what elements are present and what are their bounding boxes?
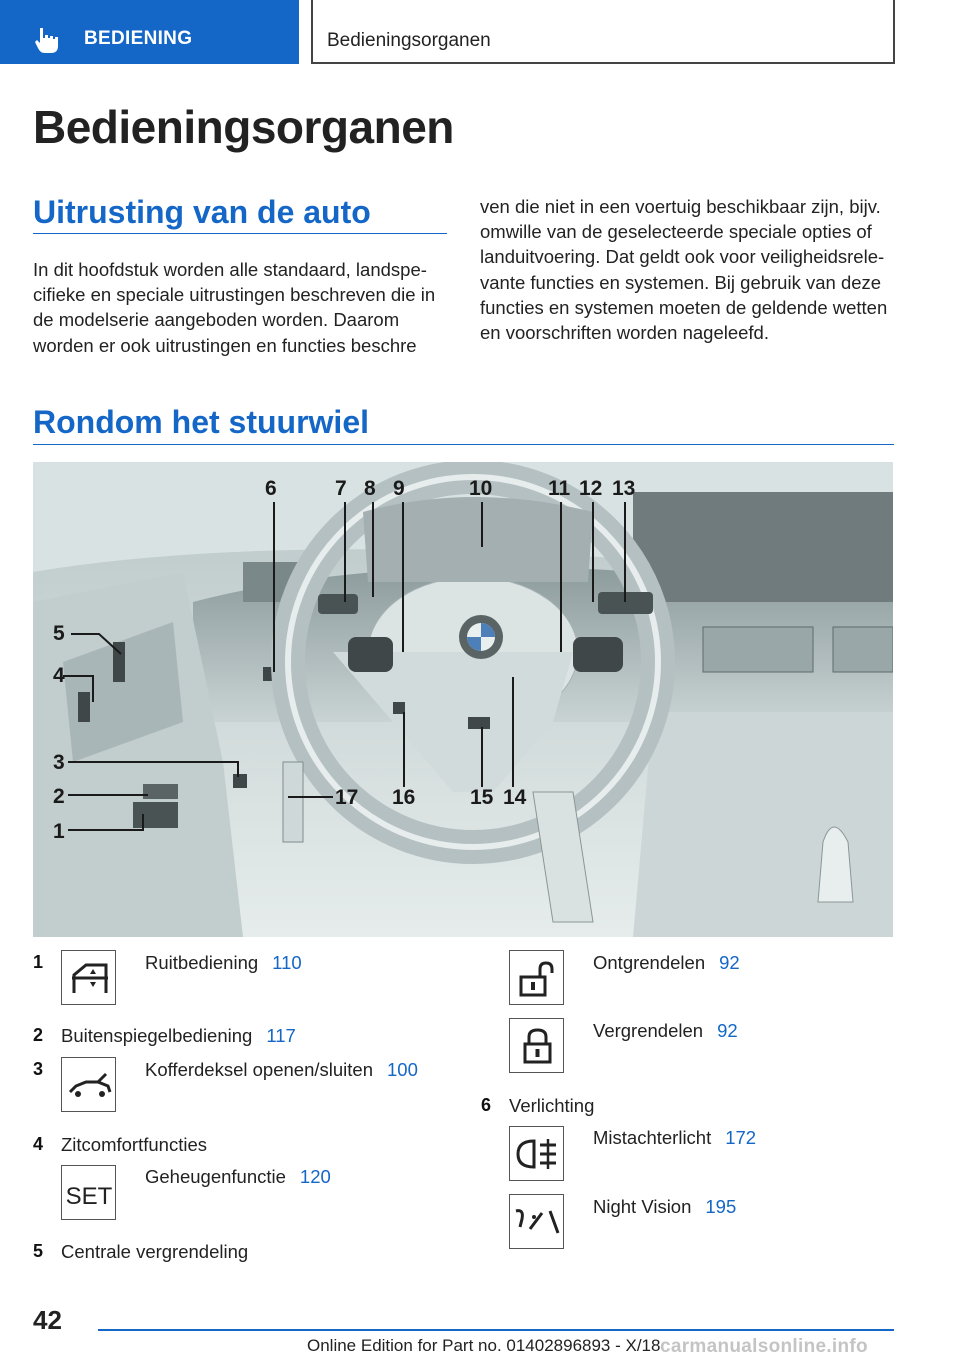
breadcrumb-text: Bedieningsorganen: [327, 30, 491, 51]
svg-text:SET: SET: [65, 1183, 113, 1210]
night-vision-icon: [509, 1194, 564, 1249]
intro-paragraph-right: ven die niet in een voertuig beschikbaar zijn, bijv. omwille van de geselecteerde speciale opties of landuitvoering. Dat geldt ook voor veiligheidsrelevante functies en systemen. Bij gebruik van deze functies en systemen moeten de geldende wetten en voorschriften worden nageleefd.: [480, 196, 888, 344]
breadcrumb: [311, 0, 895, 64]
trunk-icon: [61, 1057, 116, 1112]
hand-pointer-icon: [34, 26, 64, 54]
page-ref-link[interactable]: 117: [266, 1025, 296, 1046]
callout-1: 1: [53, 820, 65, 843]
callout-7: 7: [335, 477, 347, 500]
rear-fog-light-icon: [509, 1126, 564, 1181]
callout-11: 11: [548, 477, 571, 500]
page-ref-link[interactable]: 92: [717, 1020, 738, 1041]
section-title-steering-wheel: Rondom het stuurwiel: [33, 404, 369, 440]
section-tab[interactable]: [0, 0, 299, 64]
legend-number: 6: [481, 1095, 492, 1115]
set-icon: [61, 1165, 116, 1220]
callout-13: 13: [612, 477, 636, 500]
callout-12: 12: [579, 477, 603, 500]
callout-10: 10: [469, 477, 493, 500]
legend-item-memory: Geheugenfunctie 120: [145, 1166, 331, 1187]
callout-14: 14: [503, 786, 527, 809]
legend-item-unlock: Ontgrendelen 92: [593, 952, 740, 973]
page-ref-link[interactable]: 92: [719, 952, 740, 973]
legend-item-night-vision: Night Vision 195: [593, 1196, 737, 1217]
legend-number: 3: [33, 1059, 44, 1079]
footer-rule: [98, 1329, 894, 1331]
callout-8: 8: [364, 477, 376, 500]
cockpit-figure: [33, 462, 893, 937]
legend-number: 2: [33, 1025, 44, 1045]
section-title-equipment: Uitrusting van de auto: [33, 194, 371, 230]
legend-item-rear-fog: Mistachterlicht 172: [593, 1127, 757, 1148]
callout-2: 2: [53, 785, 65, 808]
legend-item-trunk: Kofferdeksel openen/sluiten 100: [145, 1059, 418, 1080]
footer-watermark: carmanualsonline.info: [660, 1336, 868, 1357]
legend-number: 4: [33, 1134, 44, 1154]
page-number: 42: [33, 1305, 62, 1335]
page-ref-link[interactable]: 110: [272, 952, 302, 973]
legend-item-window-control: Ruitbediening 110: [145, 952, 302, 973]
window-switch-icon: [61, 950, 116, 1005]
callout-6: 6: [265, 477, 277, 500]
lock-icon: [509, 1018, 564, 1073]
section-rule: [33, 233, 447, 234]
callout-4: 4: [53, 664, 65, 687]
legend-item-lock: Vergrendelen 92: [593, 1020, 738, 1041]
page-title: Bedieningsorganen: [33, 101, 454, 153]
unlock-icon: [509, 950, 564, 1005]
page-ref-link[interactable]: 195: [705, 1196, 737, 1217]
legend-number: 5: [33, 1241, 44, 1261]
page-ref-link[interactable]: 120: [299, 1166, 331, 1187]
page-ref-link[interactable]: 172: [725, 1127, 757, 1148]
callout-16: 16: [392, 786, 416, 809]
callout-9: 9: [393, 477, 405, 500]
legend-item-seat-comfort: Zitcomfortfuncties: [61, 1134, 207, 1155]
legend-item-central-locking: Centrale vergrendeling: [61, 1241, 249, 1262]
callout-5: 5: [53, 622, 65, 645]
section-rule: [33, 444, 894, 445]
cockpit-illustration: [33, 462, 893, 937]
intro-paragraph-left: In dit hoofdstuk worden alle standaard, landspecifieke en speciale uitrustingen beschreven die in de modelserie aangeboden worden. Daarom worden er ook uitrustingen en functies beschre: [33, 259, 436, 356]
callout-3: 3: [53, 751, 65, 774]
callout-17: 17: [335, 786, 359, 809]
callout-15: 15: [470, 786, 494, 809]
footer-edition: Online Edition for Part no. 01402896893 - X/18: [307, 1336, 661, 1355]
page-ref-link[interactable]: 100: [387, 1059, 418, 1080]
legend-number: 1: [33, 952, 44, 972]
legend-item-lighting: Verlichting: [509, 1095, 595, 1116]
section-tab-label: BEDIENING: [84, 28, 193, 49]
legend-item-mirror-control: Buitenspiegelbediening 117: [61, 1025, 296, 1046]
